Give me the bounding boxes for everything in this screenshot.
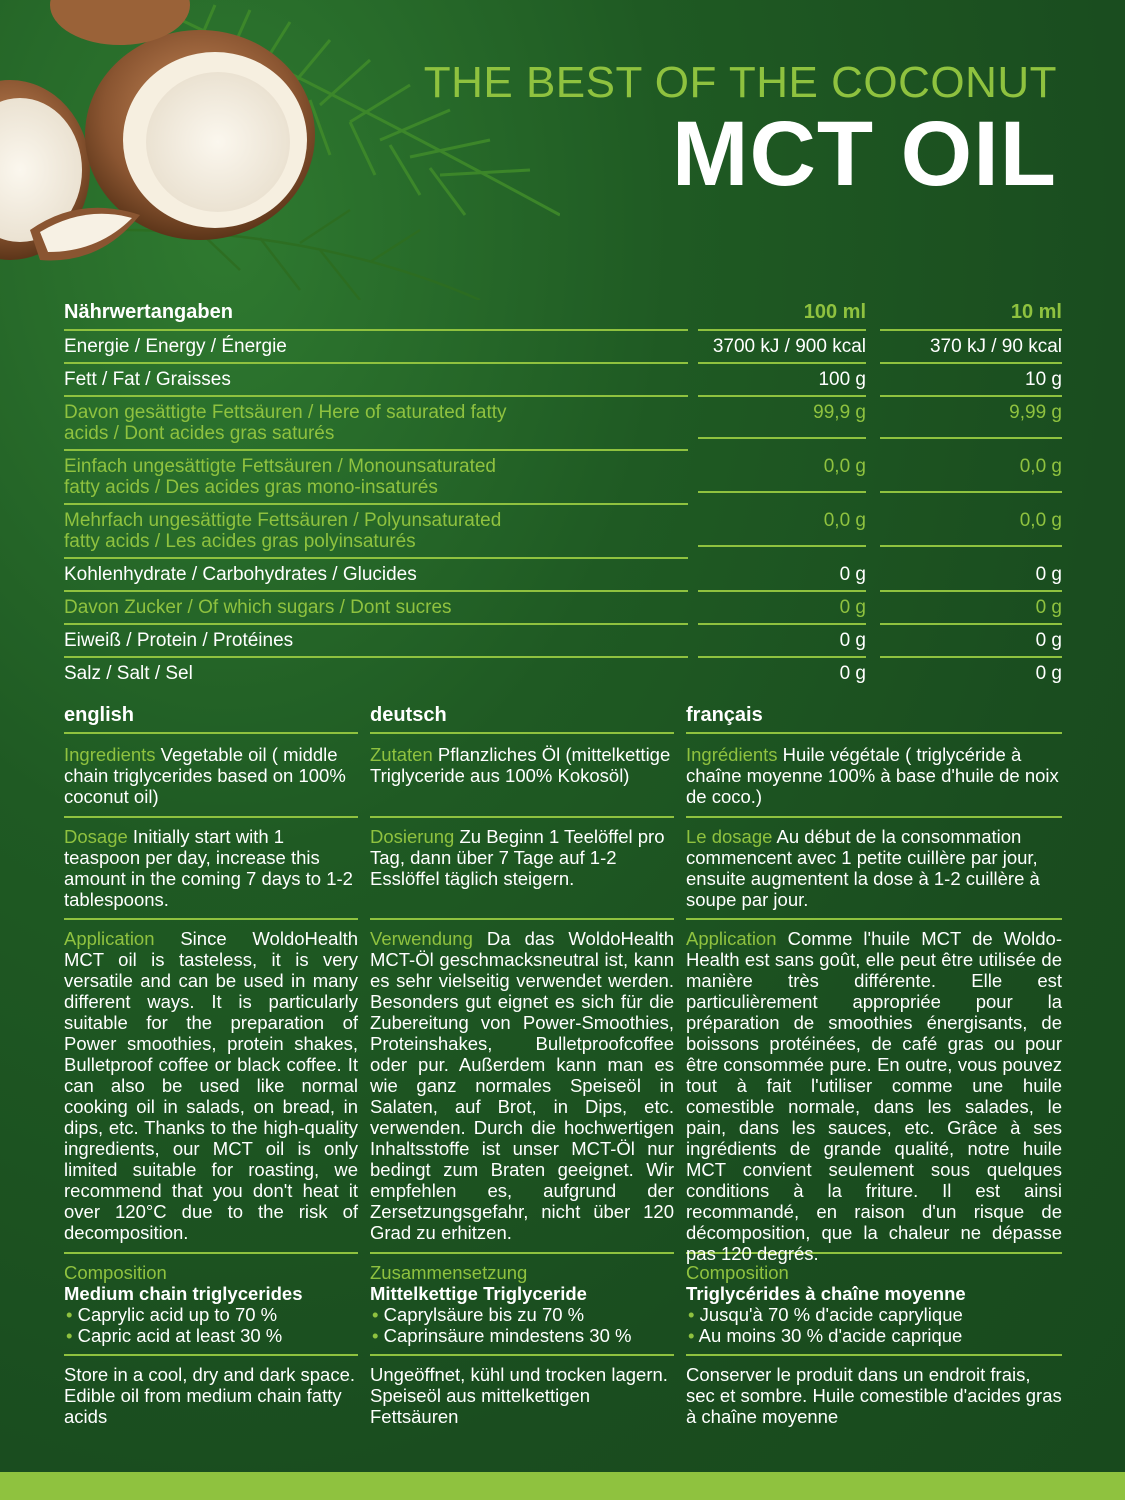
ingredients-block bbox=[686, 744, 1062, 818]
composition-block bbox=[370, 1262, 674, 1356]
application-label: Application bbox=[686, 928, 777, 949]
storage-text: Store in a cool, dry and dark space. Edible oil from medium chain fatty acids bbox=[64, 1364, 356, 1427]
dosage-text: Initially start with 1 teaspoon per day, increase this amount in the coming 7 days to 1-2 tablespoons. bbox=[64, 826, 353, 910]
row-value-100ml: 99,9 g bbox=[698, 397, 866, 439]
application-block bbox=[370, 928, 674, 1254]
row-value-10ml: 0,0 g bbox=[880, 451, 1062, 493]
list-item: • Caprylsäure bis zu 70 % bbox=[370, 1304, 674, 1325]
row-value-100ml: 100 g bbox=[698, 364, 866, 397]
table-row bbox=[64, 397, 1062, 451]
dosage-block bbox=[64, 826, 358, 920]
row-value-10ml: 0 g bbox=[1035, 663, 1062, 684]
dosage-label: Dosierung bbox=[370, 826, 455, 847]
ingredients-label: Zutaten bbox=[370, 744, 433, 765]
composition-title: Triglycérides à chaîne moyenne bbox=[686, 1283, 966, 1304]
row-label: Salz / Salt / Sel bbox=[64, 663, 193, 684]
table-row bbox=[64, 625, 1062, 658]
composition-label: Composition bbox=[686, 1262, 789, 1283]
column-100ml: 100 ml bbox=[698, 298, 866, 331]
row-label: Kohlenhydrate / Carbohydrates / Glucides bbox=[64, 559, 688, 592]
row-value-100ml: 0 g bbox=[839, 663, 866, 684]
list-item: • Caprylic acid up to 70 % bbox=[64, 1304, 358, 1325]
column-heading: english bbox=[64, 703, 358, 734]
nutrition-table bbox=[64, 298, 1062, 689]
row-value-10ml: 0 g bbox=[880, 559, 1062, 592]
dosage-block bbox=[686, 826, 1062, 920]
composition-title: Mittelkettige Triglyceride bbox=[370, 1283, 587, 1304]
composition-block bbox=[64, 1262, 358, 1356]
row-label: Davon Zucker / Of which sugars / Dont sucres bbox=[64, 592, 688, 625]
product-title: MCT OIL bbox=[671, 103, 1057, 205]
ingredients-label: Ingrédients bbox=[686, 744, 778, 765]
table-row bbox=[64, 331, 1062, 364]
list-item: • Jusqu'à 70 % d'acide caprylique bbox=[686, 1304, 1062, 1325]
row-value-100ml: 0 g bbox=[698, 592, 866, 625]
row-value-100ml: 0,0 g bbox=[698, 505, 866, 547]
row-value-10ml: 9,99 g bbox=[880, 397, 1062, 439]
row-label: Fett / Fat / Graisses bbox=[64, 364, 688, 397]
row-value-10ml: 10 g bbox=[880, 364, 1062, 397]
nutrition-header-row bbox=[64, 298, 1062, 331]
table-row bbox=[64, 658, 1062, 689]
dosage-text: Zu Beginn 1 Teelöffel pro Tag, dann über 7 Tage auf 1-2 Esslöffel täglich steigern. bbox=[370, 826, 665, 889]
table-row bbox=[64, 592, 1062, 625]
application-text: Da das WoldoHealth MCT-Öl geschmacksneutral ist, kann es sehr vielseitig verwendet werden. Besonders gut eignet es sich für die Zubereitung von Power-Smoothies, Proteinshakes, Bulletproofcoffee oder pur. Außerdem kann man es wie ganz normales Speiseöl in Salaten, auf Brot, in Dips, etc. verwenden. Durch die hochwertigen Inhaltsstoffe ist unser MCT-Öl nur bedingt zum Braten geeignet. Wir empfehlen es, aufgrund der Zersetzungsgefahr, nicht über 120 Grad zu erhitzen. bbox=[370, 928, 674, 1243]
list-item: • Caprinsäure mindestens 30 % bbox=[370, 1325, 674, 1346]
row-value-100ml: 0,0 g bbox=[698, 451, 866, 493]
application-text: Comme l'huile MCT de Woldo-Health est sans goût, elle peut être utilisée de manière très différente. Elle est particulièrement appropriée pour la préparation de smoothies énergisants, de boissons protéinées, de café gras ou pour être consommée pure. En outre, vous pouvez tout à fait l'utiliser comme une huile comestible normale, dans les salades, le pain, dans les sauces, etc. Grâce à ses ingrédients de grande qualité, notre huile MCT convient seulement sous quelques conditions à la friture. Il est ainsi recommandé, en raison d'un risque de décomposition, que la chaleur ne dépasse pas 120 degrés. bbox=[686, 928, 1062, 1264]
row-value-100ml: 3700 kJ / 900 kcal bbox=[698, 331, 866, 364]
row-label: Einfach ungesättigte Fettsäuren / Monounsaturated fatty acids / Des acides gras mono-insaturés bbox=[64, 451, 688, 505]
row-label: Eiweiß / Protein / Protéines bbox=[64, 625, 688, 658]
composition-block bbox=[686, 1262, 1062, 1356]
language-columns bbox=[64, 703, 1062, 1427]
list-item: • Capric acid at least 30 % bbox=[64, 1325, 358, 1346]
coconut-illustration bbox=[0, 0, 560, 300]
table-row bbox=[64, 505, 1062, 559]
ingredients-text: Vegetable oil ( middle chain triglycerides based on 100% coconut oil) bbox=[64, 744, 346, 807]
row-value-10ml: 370 kJ / 90 kcal bbox=[880, 331, 1062, 364]
composition-label: Zusammensetzung bbox=[370, 1262, 528, 1283]
application-block bbox=[686, 928, 1062, 1264]
list-item: • Au moins 30 % d'acide caprique bbox=[686, 1325, 1062, 1346]
row-label: Davon gesättigte Fettsäuren / Here of saturated fatty acids / Dont acides gras saturés bbox=[64, 397, 688, 451]
tagline: THE BEST OF THE COCONUT bbox=[423, 58, 1057, 107]
row-value-100ml: 0 g bbox=[698, 559, 866, 592]
table-row bbox=[64, 364, 1062, 397]
table-row bbox=[64, 559, 1062, 592]
english-column bbox=[64, 703, 358, 1427]
application-text: Since WoldoHealth MCT oil is tasteless, it is very versatile and can be used in many different ways. It is particularly suitable for the preparation of Power smoothies, protein shakes, Bulletproof coffee or black coffee. It can also be used like normal cooking oil in salads, on bread, in dips, etc. Thanks to the high-quality ingredients, our MCT oil is only limited suitable for roasting, we recommend that you don't heat it over 120°C due to the risk of decomposition. bbox=[64, 928, 358, 1243]
row-label: Mehrfach ungesättigte Fettsäuren / Polyunsaturated fatty acids / Les acides gras polyinsaturés bbox=[64, 505, 688, 559]
deutsch-column bbox=[370, 703, 674, 1427]
ingredients-label: Ingredients bbox=[64, 744, 156, 765]
table-row bbox=[64, 451, 1062, 505]
storage-text: Ungeöffnet, kühl und trocken lagern. Speiseöl aus mittelkettigen Fettsäuren bbox=[370, 1364, 668, 1427]
row-value-10ml: 0,0 g bbox=[880, 505, 1062, 547]
ingredients-text: Pflanzliches Öl (mittelkettige Triglyceride aus 100% Kokosöl) bbox=[370, 744, 671, 786]
application-label: Verwendung bbox=[370, 928, 473, 949]
ingredients-block bbox=[64, 744, 358, 818]
storage-text: Conserver le produit dans un endroit frais, sec et sombre. Huile comestible d'acides gras à chaîne moyenne bbox=[686, 1364, 1062, 1427]
application-label: Application bbox=[64, 928, 155, 949]
column-10ml: 10 ml bbox=[880, 298, 1062, 331]
nutrition-heading: Nährwertangaben bbox=[64, 298, 688, 331]
composition-title: Medium chain triglycerides bbox=[64, 1283, 303, 1304]
row-value-10ml: 0 g bbox=[880, 592, 1062, 625]
dosage-label: Dosage bbox=[64, 826, 128, 847]
dosage-label: Le dosage bbox=[686, 826, 773, 847]
application-block bbox=[64, 928, 358, 1254]
composition-label: Composition bbox=[64, 1262, 167, 1283]
row-value-10ml: 0 g bbox=[880, 625, 1062, 658]
dosage-block bbox=[370, 826, 674, 920]
ingredients-text: Huile végétale ( triglycéride à chaîne moyenne 100% à base d'huile de noix de coco.) bbox=[686, 744, 1059, 807]
ingredients-block bbox=[370, 744, 674, 818]
bottom-accent-bar bbox=[0, 1472, 1125, 1500]
column-heading: français bbox=[686, 703, 1062, 734]
row-label: Energie / Energy / Énergie bbox=[64, 331, 688, 364]
francais-column bbox=[686, 703, 1062, 1427]
column-heading: deutsch bbox=[370, 703, 674, 734]
row-value-100ml: 0 g bbox=[698, 625, 866, 658]
dosage-text: Au début de la consommation commencent avec 1 petite cuillère par jour, ensuite augmentent la dose à 1-2 cuillère à soupe par jour. bbox=[686, 826, 1040, 910]
